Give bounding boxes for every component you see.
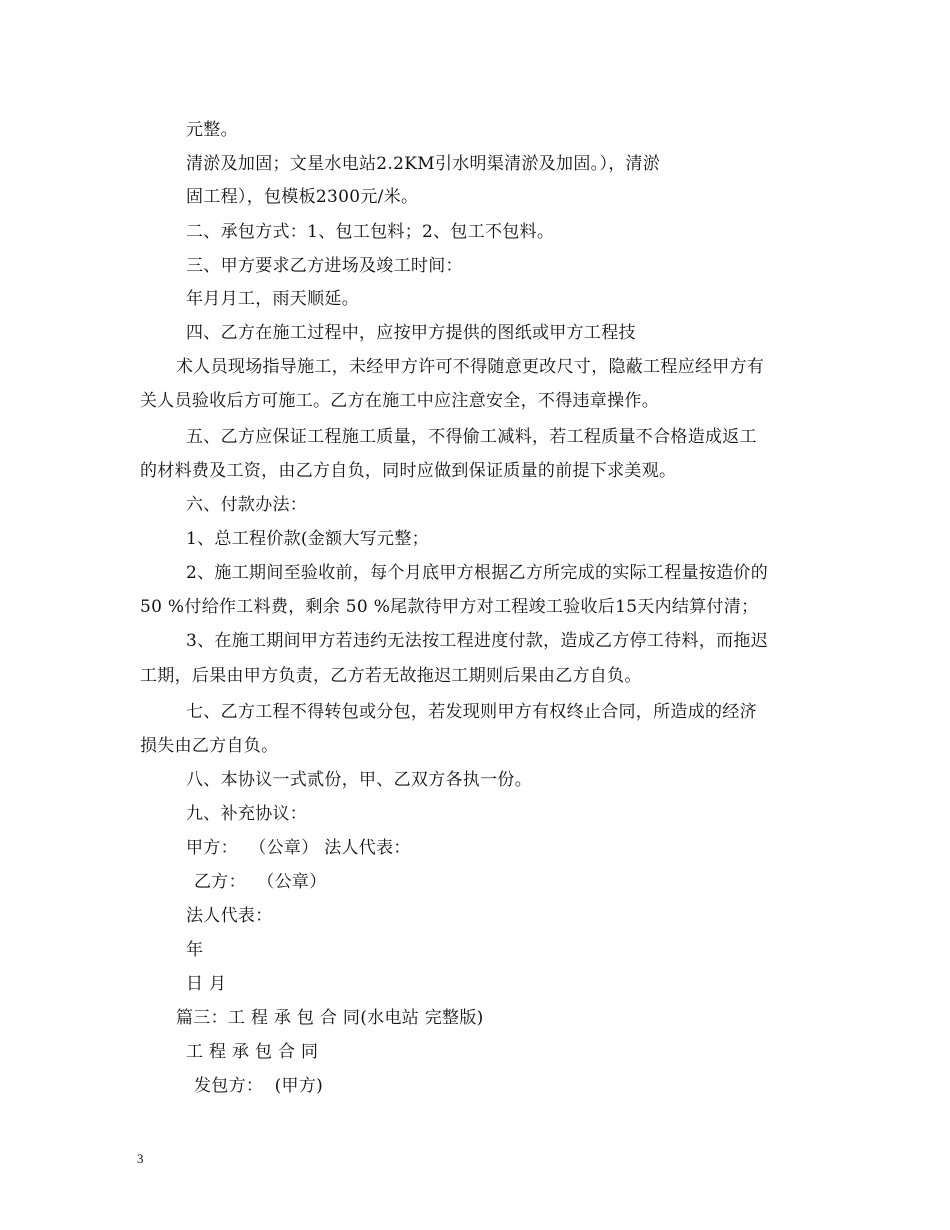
text-line: 术人员现场指导施工，未经甲方许可不得随意更改尺寸，隐蔽工程应经甲方有 xyxy=(176,357,765,377)
text-line: 损失由乙方自负。 xyxy=(140,736,279,756)
text-line: 法人代表： xyxy=(186,906,273,926)
section-title: 篇三：工 程 承 包 合 同(水电站 完整版) xyxy=(176,1008,484,1028)
page-number: 3 xyxy=(137,1151,144,1166)
signature-line-party-b: 乙方： （公章） xyxy=(194,872,327,892)
text-line: 四、乙方在施工过程中，应按甲方提供的图纸或甲方工程技 xyxy=(186,323,636,343)
text-line: 八、本协议一式贰份，甲、乙双方各执一份。 xyxy=(186,770,532,790)
text-line: 关人员验收后方可施工。乙方在施工中应注意安全，不得违章操作。 xyxy=(140,391,659,411)
date-line: 日 月 xyxy=(186,974,227,994)
text-line: 2、施工期间至验收前，每个月底甲方根据乙方所完成的实际工程量按造价的 xyxy=(186,563,769,583)
text-line: 二、承包方式：1、包工包料；2、包工不包料。 xyxy=(186,222,555,242)
text-line: 元整。 xyxy=(186,120,238,140)
text-line: 九、补充协议： xyxy=(186,804,308,824)
text-line: 年月月工，雨天顺延。 xyxy=(186,289,359,309)
contract-title: 工 程 承 包 合 同 xyxy=(186,1042,319,1062)
text-line: 三、甲方要求乙方进场及竣工时间： xyxy=(186,256,463,276)
text-line: 清淤及加固；文星水电站2.2KM引水明渠清淤及加固。），清淤 xyxy=(186,154,661,174)
date-line: 年 xyxy=(186,940,204,960)
text-line: 发包方： (甲方) xyxy=(194,1076,324,1096)
text-line: 七、乙方工程不得转包或分包，若发现则甲方有权终止合同，所造成的经济 xyxy=(186,702,757,722)
text-line: 50 %付给作工料费，剩余 50 %尾款待甲方对工程竣工验收后15天内结算付清； xyxy=(140,597,759,617)
text-line: 五、乙方应保证工程施工质量，不得偷工减料，若工程质量不合格造成返工 xyxy=(186,427,757,447)
signature-line-party-a: 甲方： （公章） 法人代表： xyxy=(186,838,411,858)
text-line: 固工程），包模板2300元/米。 xyxy=(186,187,419,207)
text-line: 工期，后果由甲方负责，乙方若无故拖迟工期则后果由乙方自负。 xyxy=(140,666,642,686)
text-line: 1、总工程价款(金额大写元整； xyxy=(186,529,429,549)
text-line: 六、付款办法： xyxy=(186,495,308,515)
text-line: 的材料费及工资，由乙方自负，同时应做到保证质量的前提下求美观。 xyxy=(140,461,677,481)
text-line: 3、在施工期间甲方若违约无法按工程进度付款，造成乙方停工待料，而拖迟 xyxy=(186,631,769,651)
